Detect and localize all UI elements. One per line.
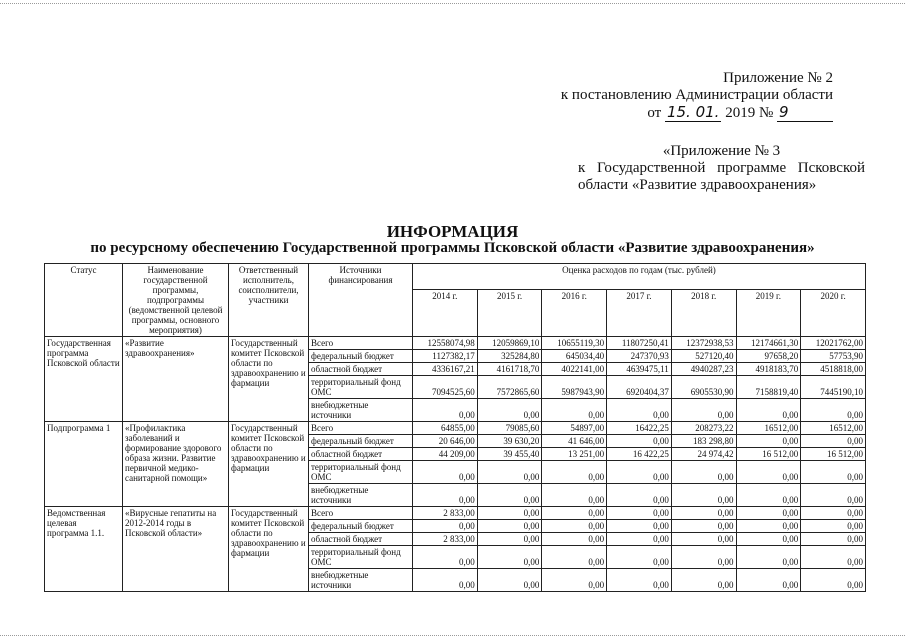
- block-status: Государственная программа Псковской области: [45, 337, 123, 422]
- value-cell: 0,00: [607, 507, 672, 520]
- source-cell: территориальный фонд ОМС: [309, 546, 413, 569]
- source-cell: территориальный фонд ОМС: [309, 461, 413, 484]
- value-cell: 0,00: [542, 546, 607, 569]
- block-name: «Вирусные гепатиты на 2012-2014 годы в Псковской области»: [123, 507, 229, 592]
- year-header: 2019 г.: [736, 290, 801, 337]
- value-cell: 208273,22: [671, 422, 736, 435]
- source-cell: территориальный фонд ОМС: [309, 376, 413, 399]
- value-cell: 0,00: [477, 484, 542, 507]
- value-cell: 0,00: [607, 533, 672, 546]
- source-cell: областной бюджет: [309, 448, 413, 461]
- value-cell: 16 512,00: [736, 448, 801, 461]
- source-cell: Всего: [309, 507, 413, 520]
- source-cell: федеральный бюджет: [309, 435, 413, 448]
- value-cell: 0,00: [413, 569, 478, 592]
- block-executor: Государственный комитет Псковской области по здравоохранению и фармации: [229, 507, 309, 592]
- value-cell: 2 833,00: [413, 507, 478, 520]
- table-row: [45, 507, 866, 520]
- appendix-3-header: [578, 143, 865, 194]
- year-header: 2015 г.: [477, 290, 542, 337]
- year-header: 2018 г.: [671, 290, 736, 337]
- value-cell: 6920404,37: [607, 376, 672, 399]
- value-cell: 7094525,60: [413, 376, 478, 399]
- source-cell: внебюджетные источники: [309, 484, 413, 507]
- value-cell: 4918183,70: [736, 363, 801, 376]
- value-cell: 12372938,53: [671, 337, 736, 350]
- scan-bottom-edge: [0, 635, 905, 636]
- year-header: 2017 г.: [607, 290, 672, 337]
- source-cell: областной бюджет: [309, 533, 413, 546]
- appendix-3-program: области «Развитие здравоохранения»: [578, 177, 817, 193]
- value-cell: 7158819,40: [736, 376, 801, 399]
- value-cell: 0,00: [413, 520, 478, 533]
- header-executor: Ответственный исполнитель, соисполнители, участники: [229, 264, 309, 337]
- table-row: [45, 422, 866, 435]
- value-cell: 97658,20: [736, 350, 801, 363]
- value-cell: 0,00: [671, 461, 736, 484]
- value-cell: 4336167,21: [413, 363, 478, 376]
- value-cell: 64855,00: [413, 422, 478, 435]
- value-cell: 0,00: [736, 546, 801, 569]
- value-cell: 0,00: [413, 484, 478, 507]
- value-cell: 0,00: [671, 399, 736, 422]
- value-cell: 325284,80: [477, 350, 542, 363]
- block-name: «Профилактика заболеваний и формирование здорового образа жизни. Развитие первичной медико-санитарной помощи»: [123, 422, 229, 507]
- value-cell: 0,00: [671, 484, 736, 507]
- value-cell: 0,00: [671, 546, 736, 569]
- value-cell: 4022141,00: [542, 363, 607, 376]
- source-cell: внебюджетные источники: [309, 569, 413, 592]
- value-cell: 4161718,70: [477, 363, 542, 376]
- value-cell: 0,00: [477, 546, 542, 569]
- header-estimate: Оценка расходов по годам (тыс. рублей): [413, 264, 866, 290]
- value-cell: 2 833,00: [413, 533, 478, 546]
- value-cell: 0,00: [477, 533, 542, 546]
- block-executor: Государственный комитет Псковской области по здравоохранению и фармации: [229, 422, 309, 507]
- value-cell: 0,00: [607, 520, 672, 533]
- handwritten-number: 9: [777, 104, 833, 122]
- value-cell: 0,00: [671, 533, 736, 546]
- appendix-3-reference: к Государственной программе Псковской: [578, 160, 865, 176]
- value-cell: 0,00: [801, 461, 866, 484]
- appendix-2-title: Приложение № 2: [723, 70, 833, 86]
- value-cell: 0,00: [736, 569, 801, 592]
- value-cell: 0,00: [542, 461, 607, 484]
- scan-top-edge: [0, 3, 905, 4]
- value-cell: 0,00: [736, 484, 801, 507]
- block-status: Ведомственная целевая программа 1.1.: [45, 507, 123, 592]
- value-cell: 0,00: [801, 507, 866, 520]
- value-cell: 12558074,98: [413, 337, 478, 350]
- value-cell: 0,00: [607, 399, 672, 422]
- value-cell: 11807250,41: [607, 337, 672, 350]
- value-cell: 0,00: [542, 569, 607, 592]
- value-cell: 7572865,60: [477, 376, 542, 399]
- page-subtitle: по ресурсному обеспечению Государственной программы Псковской области «Развитие здравоохранения»: [90, 240, 815, 256]
- source-cell: областной бюджет: [309, 363, 413, 376]
- value-cell: 12059869,10: [477, 337, 542, 350]
- appendix-3-title: «Приложение № 3: [662, 143, 781, 159]
- header-source: Источники финансирования: [309, 264, 413, 337]
- value-cell: 0,00: [413, 546, 478, 569]
- year-header: 2016 г.: [542, 290, 607, 337]
- value-cell: 0,00: [542, 533, 607, 546]
- value-cell: 4518818,00: [801, 363, 866, 376]
- value-cell: 0,00: [736, 399, 801, 422]
- value-cell: 527120,40: [671, 350, 736, 363]
- value-cell: 0,00: [801, 399, 866, 422]
- value-cell: 0,00: [736, 435, 801, 448]
- value-cell: 247370,93: [607, 350, 672, 363]
- value-cell: 0,00: [607, 546, 672, 569]
- value-cell: 16512,00: [801, 422, 866, 435]
- value-cell: 0,00: [801, 520, 866, 533]
- value-cell: 5987943,90: [542, 376, 607, 399]
- header-status: Статус: [45, 264, 123, 337]
- value-cell: 0,00: [736, 520, 801, 533]
- value-cell: 79085,60: [477, 422, 542, 435]
- source-cell: федеральный бюджет: [309, 520, 413, 533]
- value-cell: 0,00: [542, 399, 607, 422]
- date-prefix: от: [647, 105, 662, 121]
- value-cell: 54897,00: [542, 422, 607, 435]
- value-cell: 57753,90: [801, 350, 866, 363]
- header-name: Наименование государственной программы, подпрограммы (ведомственной целевой программы, основного мероприятия): [123, 264, 229, 337]
- value-cell: 0,00: [736, 533, 801, 546]
- value-cell: 0,00: [607, 461, 672, 484]
- value-cell: 0,00: [607, 435, 672, 448]
- value-cell: 6905530,90: [671, 376, 736, 399]
- year-header: 2014 г.: [413, 290, 478, 337]
- value-cell: 39 630,20: [477, 435, 542, 448]
- value-cell: 16422,25: [607, 422, 672, 435]
- value-cell: 13 251,00: [542, 448, 607, 461]
- value-cell: 0,00: [801, 484, 866, 507]
- value-cell: 0,00: [542, 507, 607, 520]
- value-cell: 0,00: [477, 461, 542, 484]
- year-header: 2020 г.: [801, 290, 866, 337]
- source-cell: федеральный бюджет: [309, 350, 413, 363]
- value-cell: 16512,00: [736, 422, 801, 435]
- value-cell: 10655119,30: [542, 337, 607, 350]
- source-cell: Всего: [309, 337, 413, 350]
- block-name: «Развитие здравоохранения»: [123, 337, 229, 422]
- value-cell: 12174661,30: [736, 337, 801, 350]
- table-header-row: [45, 264, 866, 290]
- value-cell: 0,00: [671, 507, 736, 520]
- value-cell: 1127382,17: [413, 350, 478, 363]
- value-cell: 0,00: [607, 569, 672, 592]
- value-cell: 0,00: [477, 569, 542, 592]
- appendix-2-date-line: [561, 104, 833, 122]
- appendix-2-header: [561, 70, 833, 122]
- value-cell: 0,00: [477, 520, 542, 533]
- value-cell: 0,00: [413, 461, 478, 484]
- value-cell: 12021762,00: [801, 337, 866, 350]
- value-cell: 0,00: [801, 546, 866, 569]
- year-number-label: 2019 №: [725, 105, 774, 121]
- value-cell: 0,00: [801, 569, 866, 592]
- value-cell: 0,00: [477, 399, 542, 422]
- value-cell: 183 298,80: [671, 435, 736, 448]
- value-cell: 0,00: [542, 484, 607, 507]
- value-cell: 0,00: [801, 533, 866, 546]
- value-cell: 0,00: [542, 520, 607, 533]
- value-cell: 24 974,42: [671, 448, 736, 461]
- value-cell: 4940287,23: [671, 363, 736, 376]
- page-title: ИНФОРМАЦИЯ: [386, 222, 519, 241]
- value-cell: 39 455,40: [477, 448, 542, 461]
- value-cell: 0,00: [671, 520, 736, 533]
- value-cell: 0,00: [477, 507, 542, 520]
- source-cell: внебюджетные источники: [309, 399, 413, 422]
- value-cell: 0,00: [671, 569, 736, 592]
- block-executor: Государственный комитет Псковской области по здравоохранению и фармации: [229, 337, 309, 422]
- value-cell: 7445190,10: [801, 376, 866, 399]
- appendix-2-reference: к постановлению Администрации области: [560, 87, 833, 103]
- handwritten-date: 15. 01.: [666, 103, 720, 121]
- value-cell: 0,00: [736, 507, 801, 520]
- value-cell: 645034,40: [542, 350, 607, 363]
- value-cell: 0,00: [801, 435, 866, 448]
- value-cell: 0,00: [736, 461, 801, 484]
- table-row: [45, 337, 866, 350]
- value-cell: 41 646,00: [542, 435, 607, 448]
- value-cell: 44 209,00: [413, 448, 478, 461]
- value-cell: 4639475,11: [607, 363, 672, 376]
- resource-table: [44, 263, 866, 592]
- value-cell: 20 646,00: [413, 435, 478, 448]
- value-cell: 0,00: [607, 484, 672, 507]
- block-status: Подпрограмма 1: [45, 422, 123, 507]
- value-cell: 16 512,00: [801, 448, 866, 461]
- value-cell: 0,00: [413, 399, 478, 422]
- value-cell: 16 422,25: [607, 448, 672, 461]
- source-cell: Всего: [309, 422, 413, 435]
